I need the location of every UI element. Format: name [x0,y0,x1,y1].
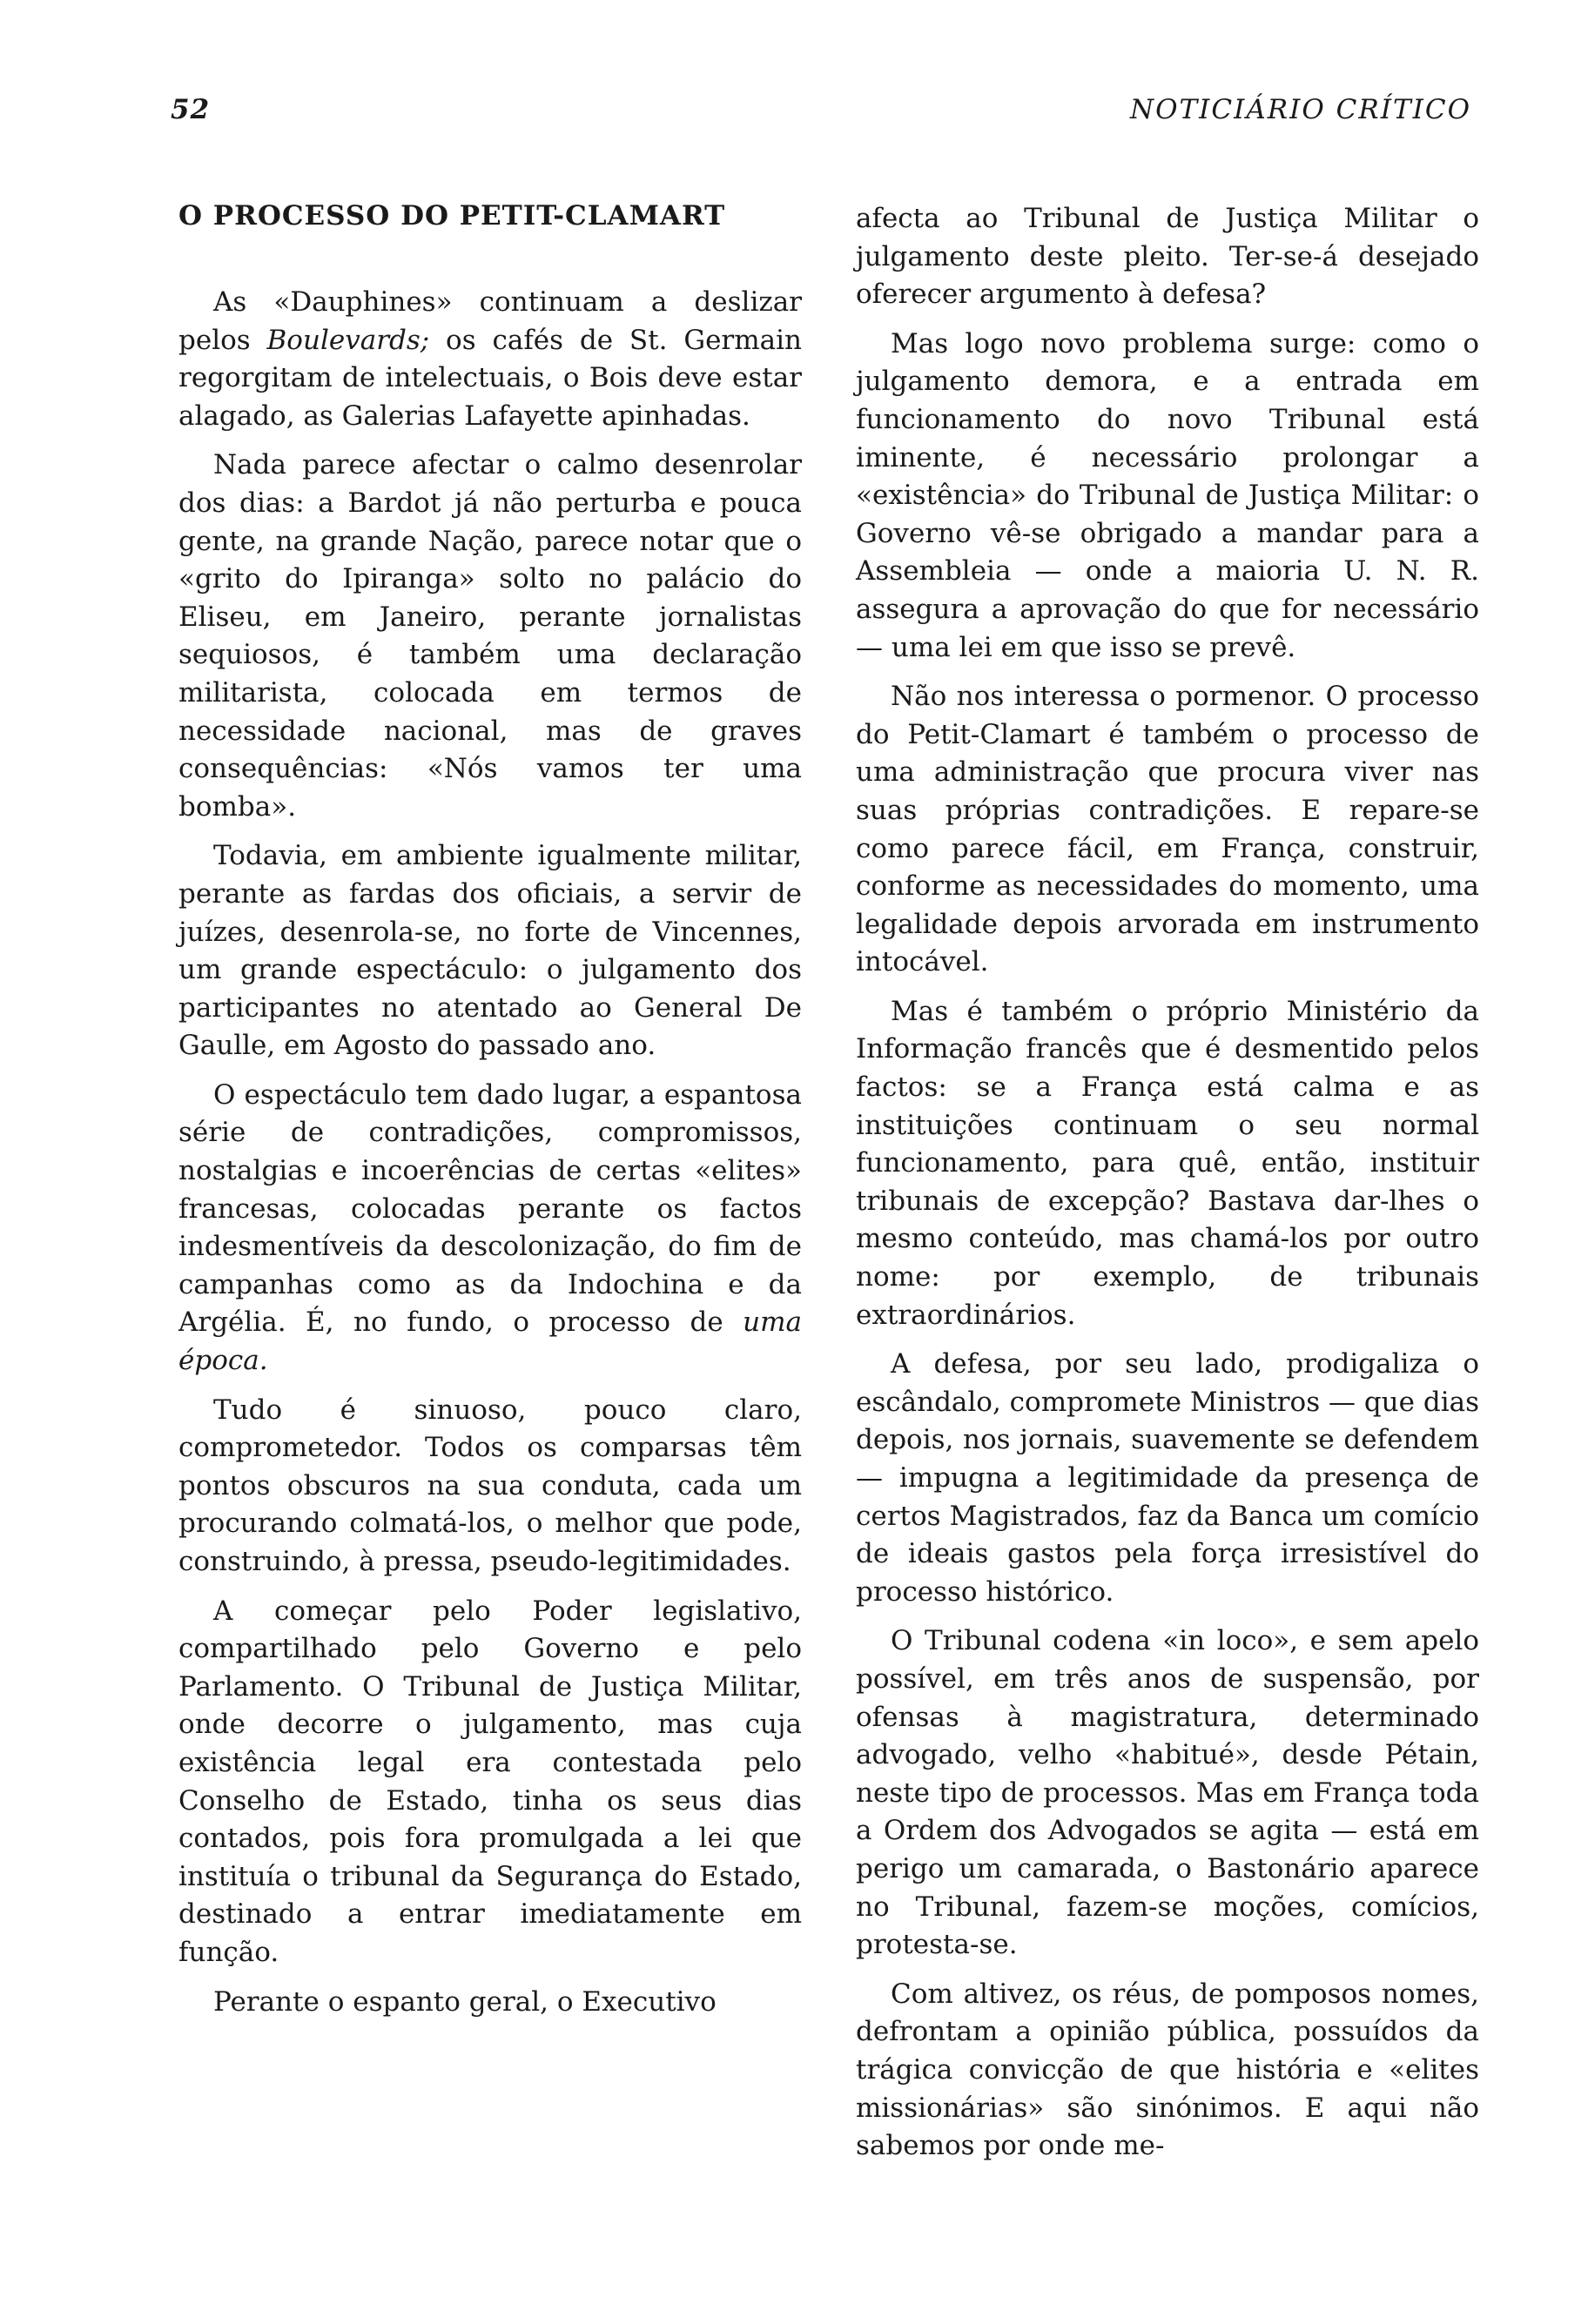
paragraph: Tudo é sinuoso, pouco claro, comprometedor. Todos os comparsas têm pontos obscuros na sua conduta, cada um procurando colmatá-los, o melhor que pode, construindo, à pressa, pseudo-legitimidades. [178,1394,802,1577]
article-title: O PROCESSO DO PETIT-CLAMART [178,200,726,232]
running-title: NOTICIÁRIO CRÍTICO [1129,94,1471,125]
paragraph: O espectáculo tem dado lugar, a espantosa série de contradições, compromissos, nostalgias e incoerências de certas «elites» francesas, colocadas perante os factos indesmentíveis da descolonização, do fim de campanhas como as da Indochina e da Argélia. É, no fundo, o processo de uma época. [178,1078,802,1377]
running-header [171,94,1471,132]
paragraph: A começar pelo Poder legislativo, compartilhado pelo Governo e pelo Parlamento. O Tribunal de Justiça Militar, onde decorre o julgamento, mas cuja existência legal era contestada pelo Conselho de Estado, tinha os seus dias contados, pois fora promulgada a lei que instituía o tribunal da Segurança do Estado, destinado a entrar imediatamente em função. [178,1595,802,1968]
page-number: 52 [171,94,211,125]
left-column [178,197,802,2032]
italic-term: uma época. [178,1306,802,1377]
paragraph: Não nos interessa o pormenor. O processo do Petit-Clamart é também o processo de uma administração que procura viver nas suas próprias contradições. E repare-se como parece fácil, em França, construir, conforme as necessidades do momento, uma legalidade depois arvorada em instrumento intocável. [856,681,1479,978]
paragraph: Todavia, em ambiente igualmente militar, perante as fardas dos oficiais, a servir de juízes, desenrola-se, no forte de Vincennes, um grande espectáculo: o julgamento dos participantes no atentado ao General De Gaulle, em Agosto do passado ano. [178,840,802,1062]
right-column [856,200,1479,2177]
paragraph: Perante o espanto geral, o Executivo [213,1985,717,2018]
paragraph: O Tribunal codena «in loco», e sem apelo possível, em três anos de suspensão, por ofensas à magistratura, determinado advogado, velho «habitué», desde Pétain, neste tipo de processos. Mas em França toda a Ordem dos Advogados se agita — está em perigo um camarada, o Bastonário aparece no Tribunal, fazem-se moções, comícios, protesta-se. [856,1625,1479,1961]
italic-term: Boulevards; [266,324,430,356]
paragraph: As «Dauphines» continuam a deslizar pelos Boulevards; os cafés de St. Germain regorgitam de intelectuais, o Bois deve estar alagado, as Galerias Lafayette apinhadas. [178,286,803,432]
paragraph: Mas é também o próprio Ministério da Informação francês que é desmentido pelos factos: se a França está calma e as instituições continuam o seu normal funcionamento, para quê, então, instituir tribunais de excepção? Bastava dar-lhes o mesmo conteúdo, mas chamá-los por outro nome: por exemplo, de tribunais extraordinários. [856,995,1479,1331]
paragraph-continued: afecta ao Tribunal de Justiça Militar o julgamento deste pleito. Ter-se-á desejado oferecer argumento à defesa? [856,203,1479,311]
paragraph: A defesa, por seu lado, prodigaliza o escândalo, compromete Ministros — que dias depois, nos jornais, suavemente se defendem — impugna a legitimidade da presença de certos Magistrados, faz da Banca um comício de ideais gastos pela força irresistível do processo histórico. [856,1348,1479,1608]
paragraph: Nada parece afectar o calmo desenrolar dos dias: a Bardot já não perturba e pouca gente, na grande Nação, parece notar que o «grito do Ipiranga» solto no palácio do Eliseu, em Janeiro, perante jornalistas sequiosos, é também uma declaração militarista, colocada em termos de necessidade nacional, mas de graves consequências: «Nós vamos ter uma bomba». [178,449,802,823]
paragraph: Mas logo novo problema surge: como o julgamento demora, e a entrada em funcionamento do novo Tribunal está iminente, é necessário prolongar a «existência» do Tribunal de Justiça Militar: o Governo vê-se obrigado a mandar para a Assembleia — onde a maioria U. N. R. assegura a aprovação do que for necessário — uma lei em que isso se prevê. [856,327,1479,663]
paragraph: Com altivez, os réus, de pomposos nomes, defrontam a opinião pública, possuídos da trágica convicção de que história e «elites missionárias» são sinónimos. E aqui não sabemos por onde me- [856,1978,1479,2162]
